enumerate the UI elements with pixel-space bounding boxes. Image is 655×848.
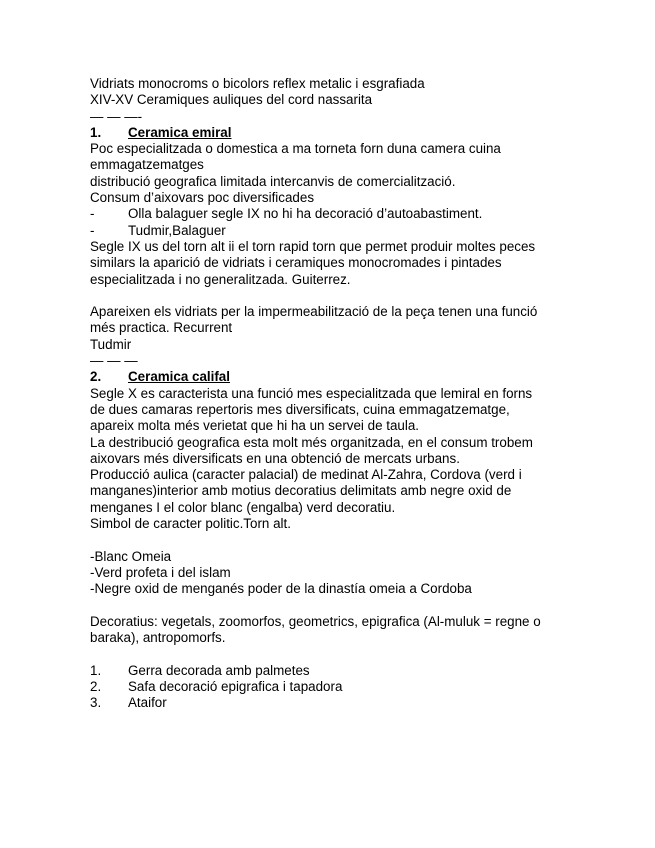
paragraph-line: Producció aulica (caracter palacial) de medinat Al-Zahra, Cordova (verd i: [90, 467, 522, 483]
blank-line: [90, 598, 570, 614]
section-heading-emiral: [90, 125, 570, 141]
paragraph-line: Consum d’aixovars poc diversificades: [90, 190, 315, 206]
list-item-text: Safa decoració epigrafica i tapadora: [128, 678, 343, 694]
list-number: 2.: [90, 678, 102, 694]
paragraph-line: aixovars més diversificats en una obtenció de mercats urbans.: [90, 450, 460, 466]
intro-line-2: XIV-XV Ceramiques auliques del cord nassarita: [90, 92, 373, 108]
list-item-text: Ataifor: [128, 695, 167, 711]
paragraph-line: baraka), antropomorfs.: [90, 630, 226, 646]
blank-line: [90, 646, 570, 662]
list-item-text: Gerra decorada amb palmetes: [128, 662, 310, 678]
list-item: [90, 695, 570, 711]
section-heading-califal: [90, 369, 570, 385]
bullet-marker: -: [90, 206, 95, 222]
color-line: -Verd profeta i del islam: [90, 564, 231, 580]
list-item-text: Olla balaguer segle IX no hi ha decoració d’autoabastiment.: [128, 206, 483, 222]
paragraph-line: La destribució geografica esta molt més organitzada, en el consum trobem: [90, 434, 533, 450]
paragraph-line: Segle IX us del torn alt ii el torn rapid torn que permet produir moltes peces: [90, 238, 536, 254]
paragraph-line: Tudmir: [90, 336, 132, 352]
list-item-text: Tudmir,Balaguer: [128, 222, 226, 238]
paragraph-line: Apareixen els vidriats per la impermeabilització de la peça tenen una funció: [90, 304, 538, 320]
section-number: 2.: [90, 369, 102, 385]
paragraph-line: de dues camaras repertoris mes diversificats, cuina emmagatzematge,: [90, 401, 510, 417]
intro-line-1: Vidriats monocroms o bicolors reflex metalic i esgrafiada: [90, 76, 425, 91]
list-item: [90, 206, 570, 222]
paragraph-line: Decoratius: vegetals, zoomorfos, geometrics, epigrafica (Al-muluk = regne o: [90, 613, 541, 629]
paragraph-line: Poc especialitzada o domestica a ma torneta forn duna camera cuina: [90, 141, 501, 157]
bullet-marker: -: [90, 222, 95, 238]
paragraph-line: menganes I el color blanc (engalba) verd decoratiu.: [90, 499, 396, 515]
paragraph-line: emmagatzematges: [90, 157, 204, 173]
intro-separator: — — —-: [90, 108, 143, 124]
blank-line: [90, 288, 570, 304]
list-item: [90, 663, 570, 679]
section-separator: — — —: [90, 353, 138, 369]
section-title: Ceramica emiral: [128, 124, 232, 140]
paragraph-line: especialitzada i no generalitzada. Guiterrez.: [90, 271, 351, 287]
paragraph-line: distribució geografica limitada intercanvis de comercialització.: [90, 173, 456, 189]
section-title: Ceramica califal: [128, 369, 230, 385]
paragraph-line: més practica. Recurrent: [90, 320, 233, 336]
color-line: -Negre oxid de menganés poder de la dinastía omeia a Cordoba: [90, 581, 472, 597]
paragraph-line: Simbol de caracter politic.Torn alt.: [90, 516, 291, 532]
paragraph-line: similars la aparició de vidriats i ceramiques monocromades i pintades: [90, 255, 502, 271]
section-number: 1.: [90, 124, 102, 140]
list-item: [90, 223, 570, 239]
color-line: -Blanc Omeia: [90, 548, 172, 564]
list-number: 3.: [90, 695, 102, 711]
document-page: [90, 76, 570, 712]
paragraph-line: Segle X es caracterista una funció mes especialitzada que lemiral en forns: [90, 385, 533, 401]
list-number: 1.: [90, 662, 102, 678]
paragraph-line: manganes)interior amb motius decoratius delimitats amb negre oxid de: [90, 483, 512, 499]
list-item: [90, 679, 570, 695]
paragraph-line: apareix molta més verietat que hi ha un servei de taula.: [90, 418, 419, 434]
blank-line: [90, 532, 570, 548]
